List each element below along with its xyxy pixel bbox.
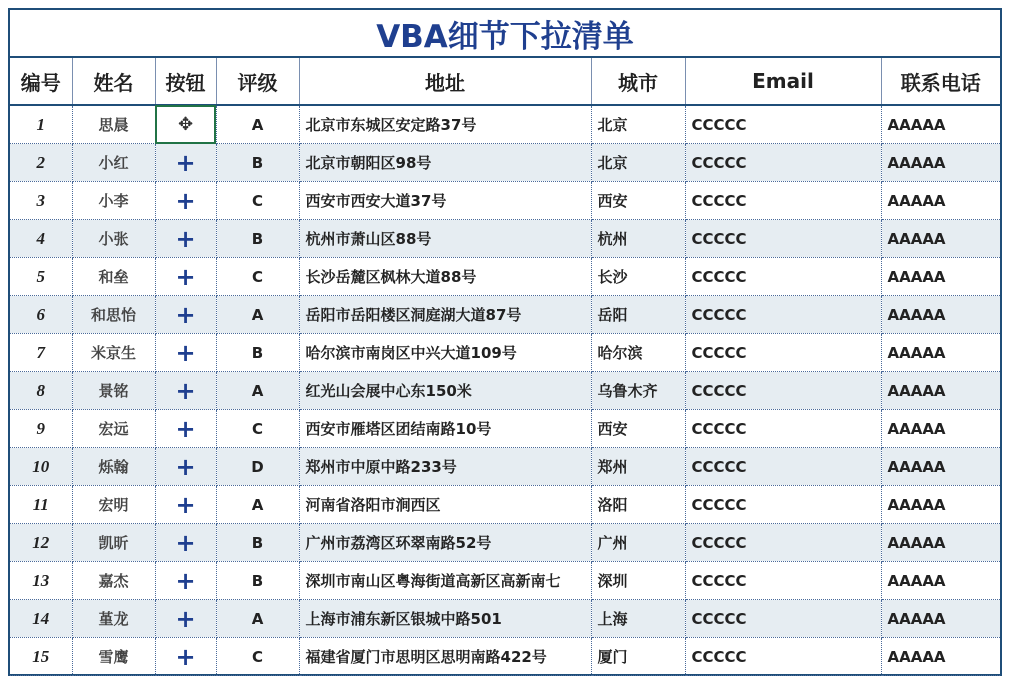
cell-address[interactable]: 福建省厦门市思明区思明南路422号 [299, 638, 591, 676]
cell-phone[interactable]: AAAAA [881, 258, 1000, 296]
cell-address[interactable]: 河南省洛阳市涧西区 [299, 486, 591, 524]
cell-address[interactable]: 郑州市中原中路233号 [299, 448, 591, 486]
cell-city[interactable]: 洛阳 [591, 486, 685, 524]
cell-phone[interactable]: AAAAA [881, 296, 1000, 334]
plus-icon[interactable]: + [175, 414, 196, 443]
data-table [10, 58, 1000, 676]
table-row [10, 562, 1000, 600]
cell-phone[interactable]: AAAAA [881, 220, 1000, 258]
cell-phone[interactable]: AAAAA [881, 144, 1000, 182]
cell-city[interactable]: 北京 [591, 105, 685, 144]
cell-no[interactable]: 5 [10, 258, 72, 296]
cell-button[interactable] [155, 334, 216, 372]
plus-icon[interactable]: + [175, 528, 196, 557]
cell-phone[interactable]: AAAAA [881, 410, 1000, 448]
cell-email[interactable]: CCCCC [685, 296, 881, 334]
plus-icon[interactable]: + [175, 604, 196, 633]
cell-city[interactable]: 深圳 [591, 562, 685, 600]
plus-icon[interactable]: + [175, 642, 196, 671]
plus-icon[interactable]: + [175, 186, 196, 215]
cell-city[interactable]: 上海 [591, 600, 685, 638]
cell-email[interactable]: CCCCC [685, 638, 881, 676]
cell-name[interactable]: 凯昕 [72, 524, 155, 562]
cell-button[interactable] [155, 524, 216, 562]
header-phone[interactable]: 联系电话 [881, 58, 1000, 105]
table-body [10, 105, 1000, 676]
table-row [10, 524, 1000, 562]
cell-rating[interactable]: A [216, 372, 299, 410]
cell-email[interactable]: CCCCC [685, 410, 881, 448]
cell-address[interactable]: 深圳市南山区粤海街道高新区高新南七 [299, 562, 591, 600]
cell-email[interactable]: CCCCC [685, 334, 881, 372]
cell-no[interactable]: 12 [10, 524, 72, 562]
cell-phone[interactable]: AAAAA [881, 105, 1000, 144]
plus-icon[interactable]: + [175, 452, 196, 481]
table-row [10, 448, 1000, 486]
header-email[interactable]: Email [685, 58, 881, 105]
cell-city[interactable]: 乌鲁木齐 [591, 372, 685, 410]
cell-address[interactable]: 红光山会展中心东150米 [299, 372, 591, 410]
cell-no[interactable]: 4 [10, 220, 72, 258]
cell-address[interactable]: 岳阳市岳阳楼区洞庭湖大道87号 [299, 296, 591, 334]
cell-city[interactable]: 西安 [591, 410, 685, 448]
cell-name[interactable]: 宏明 [72, 486, 155, 524]
cell-no[interactable]: 7 [10, 334, 72, 372]
cell-no[interactable]: 1 [10, 105, 72, 144]
cell-email[interactable]: CCCCC [685, 258, 881, 296]
cell-button[interactable] [155, 372, 216, 410]
plus-icon[interactable]: + [175, 338, 196, 367]
plus-icon[interactable]: + [175, 224, 196, 253]
cell-button[interactable] [155, 182, 216, 220]
cell-phone[interactable]: AAAAA [881, 638, 1000, 676]
table-row [10, 638, 1000, 676]
cell-email[interactable]: CCCCC [685, 486, 881, 524]
header-name[interactable]: 姓名 [72, 58, 155, 105]
cell-city[interactable]: 长沙 [591, 258, 685, 296]
table-row [10, 600, 1000, 638]
cell-email[interactable]: CCCCC [685, 448, 881, 486]
cell-address[interactable]: 长沙岳麓区枫林大道88号 [299, 258, 591, 296]
plus-icon[interactable]: + [175, 262, 196, 291]
cell-name[interactable]: 小李 [72, 182, 155, 220]
header-city[interactable]: 城市 [591, 58, 685, 105]
cell-name[interactable]: 和思怡 [72, 296, 155, 334]
plus-icon[interactable]: + [175, 566, 196, 595]
cell-phone[interactable]: AAAAA [881, 372, 1000, 410]
cell-button[interactable] [155, 296, 216, 334]
cell-phone[interactable]: AAAAA [881, 562, 1000, 600]
cell-address[interactable]: 西安市西安大道37号 [299, 182, 591, 220]
cell-address[interactable]: 杭州市萧山区88号 [299, 220, 591, 258]
cell-rating[interactable]: B [216, 524, 299, 562]
cell-no[interactable]: 8 [10, 372, 72, 410]
cell-name[interactable]: 烁翰 [72, 448, 155, 486]
cell-button[interactable] [155, 410, 216, 448]
cell-city[interactable]: 郑州 [591, 448, 685, 486]
cell-rating[interactable]: A [216, 105, 299, 144]
cell-button[interactable] [155, 448, 216, 486]
cell-rating[interactable]: C [216, 182, 299, 220]
cell-button[interactable] [155, 258, 216, 296]
cell-rating[interactable]: C [216, 258, 299, 296]
header-no[interactable]: 编号 [10, 58, 72, 105]
cell-name[interactable]: 雪鹰 [72, 638, 155, 676]
cell-city[interactable]: 岳阳 [591, 296, 685, 334]
cell-rating[interactable]: A [216, 486, 299, 524]
header-row [10, 58, 1000, 105]
cell-name[interactable]: 嘉杰 [72, 562, 155, 600]
cell-name[interactable]: 小张 [72, 220, 155, 258]
header-address[interactable]: 地址 [299, 58, 591, 105]
cell-phone[interactable]: AAAAA [881, 182, 1000, 220]
cell-no[interactable]: 9 [10, 410, 72, 448]
cell-city[interactable]: 北京 [591, 144, 685, 182]
cell-rating[interactable]: B [216, 334, 299, 372]
cell-email[interactable]: CCCCC [685, 144, 881, 182]
cell-rating[interactable]: A [216, 600, 299, 638]
cell-city[interactable]: 杭州 [591, 220, 685, 258]
cell-city[interactable]: 哈尔滨 [591, 334, 685, 372]
cell-button[interactable] [155, 486, 216, 524]
cell-address[interactable]: 广州市荔湾区环翠南路52号 [299, 524, 591, 562]
cell-city[interactable]: 广州 [591, 524, 685, 562]
cell-no[interactable]: 6 [10, 296, 72, 334]
table-row [10, 410, 1000, 448]
cell-name[interactable]: 思晨 [72, 105, 155, 144]
cell-button[interactable] [155, 562, 216, 600]
cell-rating[interactable]: B [216, 220, 299, 258]
cell-phone[interactable]: AAAAA [881, 600, 1000, 638]
cell-phone[interactable]: AAAAA [881, 448, 1000, 486]
cell-name[interactable]: 景铭 [72, 372, 155, 410]
cell-button[interactable] [155, 638, 216, 676]
table-row [10, 182, 1000, 220]
cell-city[interactable]: 厦门 [591, 638, 685, 676]
cell-button[interactable] [155, 600, 216, 638]
cell-name[interactable]: 堇龙 [72, 600, 155, 638]
move-cursor-icon: ✥ [177, 114, 194, 135]
table-row [10, 258, 1000, 296]
table-row [10, 486, 1000, 524]
cell-email[interactable]: CCCCC [685, 182, 881, 220]
cell-name[interactable]: 和垒 [72, 258, 155, 296]
cell-phone[interactable]: AAAAA [881, 524, 1000, 562]
table-row [10, 105, 1000, 144]
cell-no[interactable]: 3 [10, 182, 72, 220]
cell-rating[interactable]: D [216, 448, 299, 486]
cell-city[interactable]: 西安 [591, 182, 685, 220]
cell-phone[interactable]: AAAAA [881, 486, 1000, 524]
plus-icon[interactable]: + [175, 300, 196, 329]
cell-no[interactable]: 2 [10, 144, 72, 182]
header-button[interactable]: 按钮 [155, 58, 216, 105]
cell-no[interactable]: 15 [10, 638, 72, 676]
cell-no[interactable]: 11 [10, 486, 72, 524]
cell-email[interactable]: CCCCC [685, 372, 881, 410]
plus-icon[interactable]: + [175, 490, 196, 519]
cell-button[interactable] [155, 220, 216, 258]
cell-email[interactable]: CCCCC [685, 600, 881, 638]
table-row [10, 334, 1000, 372]
cell-rating[interactable]: A [216, 296, 299, 334]
cell-email[interactable]: CCCCC [685, 524, 881, 562]
cell-no[interactable]: 14 [10, 600, 72, 638]
cell-phone[interactable]: AAAAA [881, 334, 1000, 372]
header-rating[interactable]: 评级 [216, 58, 299, 105]
table-row [10, 372, 1000, 410]
cell-rating[interactable]: B [216, 562, 299, 600]
cell-rating[interactable]: B [216, 144, 299, 182]
table-row [10, 144, 1000, 182]
cell-rating[interactable]: C [216, 638, 299, 676]
plus-icon[interactable]: + [175, 376, 196, 405]
cell-rating[interactable]: C [216, 410, 299, 448]
cell-email[interactable]: CCCCC [685, 220, 881, 258]
spreadsheet [8, 8, 1002, 676]
plus-icon[interactable]: + [175, 148, 196, 177]
cell-no[interactable]: 13 [10, 562, 72, 600]
cell-button[interactable] [155, 144, 216, 182]
cell-name[interactable]: 小红 [72, 144, 155, 182]
sheet-title: VBA细节下拉清单 [10, 10, 1000, 58]
cell-email[interactable]: CCCCC [685, 562, 881, 600]
cell-address[interactable]: 北京市东城区安定路37号 [299, 105, 591, 144]
cell-name[interactable]: 宏远 [72, 410, 155, 448]
cell-address[interactable]: 哈尔滨市南岗区中兴大道109号 [299, 334, 591, 372]
cell-address[interactable]: 上海市浦东新区银城中路501 [299, 600, 591, 638]
table-row [10, 220, 1000, 258]
table-row [10, 296, 1000, 334]
cell-no[interactable]: 10 [10, 448, 72, 486]
cell-button[interactable] [155, 105, 216, 144]
cell-address[interactable]: 北京市朝阳区98号 [299, 144, 591, 182]
cell-name[interactable]: 米京生 [72, 334, 155, 372]
cell-email[interactable]: CCCCC [685, 105, 881, 144]
cell-address[interactable]: 西安市雁塔区团结南路10号 [299, 410, 591, 448]
